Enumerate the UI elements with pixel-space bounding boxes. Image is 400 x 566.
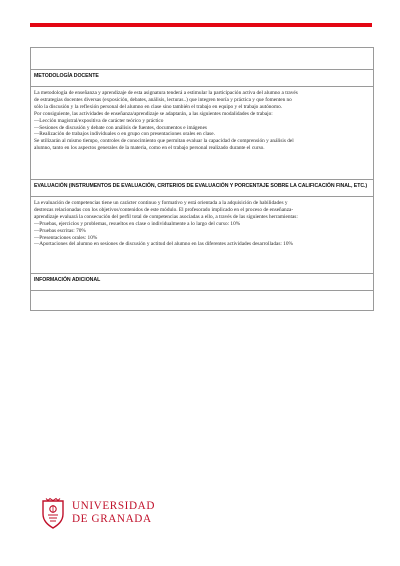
section-header-evaluacion: EVALUACIÓN (INSTRUMENTOS DE EVALUACIÓN, CRITERIOS DE EVALUACIÓN Y PORCENTAJE SOBRE LA CALIFICACIÓN FINAL, ETC.) [31, 180, 373, 197]
metodologia-line: —Sesiones de discusión y debate con análisis de fuentes, documentos e imágenes [34, 124, 207, 131]
evaluacion-line: —Pruebas escritas: 70% [34, 227, 86, 234]
section-body-evaluacion [31, 197, 373, 274]
content-table [30, 47, 374, 311]
section-header-informacion: INFORMACIÓN ADICIONAL [31, 274, 373, 291]
metodologia-text [31, 87, 373, 156]
section-body-informacion [31, 291, 373, 311]
evaluacion-line: La evaluación de competencias tiene un carácter continuo y formativo y está orientada a la adquisición de habilidades y [34, 200, 288, 206]
university-logo [40, 496, 155, 530]
evaluacion-text [31, 197, 373, 252]
metodologia-line: Se utilizarán al mismo tiempo, controles de conocimiento que permitan evaluar la capacidad de comprensión y análisis del [34, 138, 294, 145]
section-header-metodologia: METODOLOGÍA DOCENTE [31, 70, 373, 87]
university-name-line1: UNIVERSIDAD [72, 500, 156, 513]
metodologia-line: —Lección magistral/expositiva de carácter teórico y práctico [34, 117, 164, 124]
section-body-metodologia [31, 87, 373, 180]
university-crest-icon [40, 497, 66, 529]
empty-row [31, 48, 373, 70]
evaluacion-line: aprendizaje evaluará la consecución del perfil total de competencias asociadas a ello, a través de las siguientes herramientas: [34, 213, 298, 220]
metodologia-line: —Realización de trabajos individuales o en grupo con presentaciones orales en clase. [34, 131, 215, 138]
metodologia-line: La metodología de enseñanza y aprendizaje de esta asignatura tenderá a estimular la participación activa del alumno a través [34, 90, 298, 96]
university-name [72, 500, 155, 525]
evaluacion-line: —Aportaciones del alumno en sesiones de discusión y actitud del alumno en las diferentes actividades desarrolladas: 10% [34, 241, 293, 248]
metodologia-line: sólo la discusión y la reflexión personal del alumno en clase sino también el trabajo en equipo y el trabajo autónomo. [34, 103, 283, 110]
metodologia-line: de estrategias docentes diversas (exposición, debates, análisis, lecturas..) que integren teoría y práctica y que fomenten no [34, 96, 292, 103]
metodologia-line: alumno, tanto en los aspectos generales de la materia, como en el trabajo personal realizado durante el curso. [34, 145, 265, 152]
university-name-line2: DE GRANADA [72, 513, 152, 525]
evaluacion-line: —Pruebas, ejercicios y problemas, resueltos en clase o individualmente a lo largo del curso: 10% [34, 220, 241, 227]
evaluacion-line: —Presentaciones orales: 10% [34, 234, 98, 241]
evaluacion-line: destrezas relacionadas con los objetivos/contenidos de este módulo. El profesorado implicado en el proceso de enseñanza- [34, 206, 294, 213]
top-accent-bar [30, 23, 372, 27]
metodologia-line: Por consiguiente, las actividades de enseñanza/aprendizaje se adaptarán, a las siguientes modalidades de trabajo: [34, 110, 273, 117]
